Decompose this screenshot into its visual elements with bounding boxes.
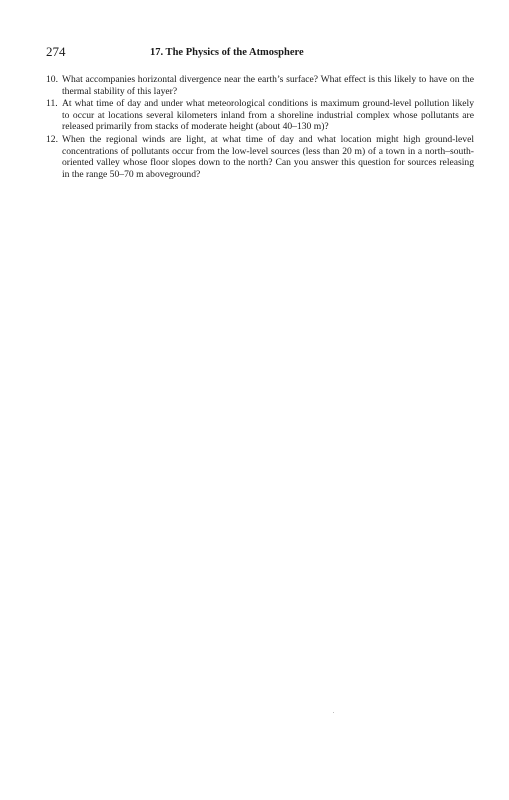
scan-speck (333, 712, 334, 713)
question-item-11 (46, 98, 474, 133)
question-number: 10. (46, 74, 58, 85)
question-text: At what time of day and under what meteorological conditions is maximum ground-level pollution likely to occur at locations several kilometers inland from a shoreline industrial complex whose pollutants are released primarily from stacks of moderate height (about 40–130 m)? (62, 98, 474, 133)
question-number: 12. (46, 133, 58, 145)
question-item-10 (46, 74, 474, 97)
question-text: What accompanies horizontal divergence near the earth’s surface? What effect is this likely to have on the thermal stability of this layer? (62, 74, 474, 97)
question-list (46, 74, 474, 181)
page-number: 274 (46, 44, 66, 59)
running-head: 17. The Physics of the Atmosphere (150, 47, 304, 58)
question-item-12 (46, 134, 474, 180)
question-number: 11. (46, 98, 58, 110)
question-text: When the regional winds are light, at what time of day and what location might high ground-level concentrations of pollutants occur from the low-level sources (less than 20 m) of a town in a north–south-oriented valley whose floor slopes down to the north? Can you answer this question for sources releasing in the range 50–70 m aboveground? (62, 133, 474, 180)
page-header (46, 44, 478, 60)
